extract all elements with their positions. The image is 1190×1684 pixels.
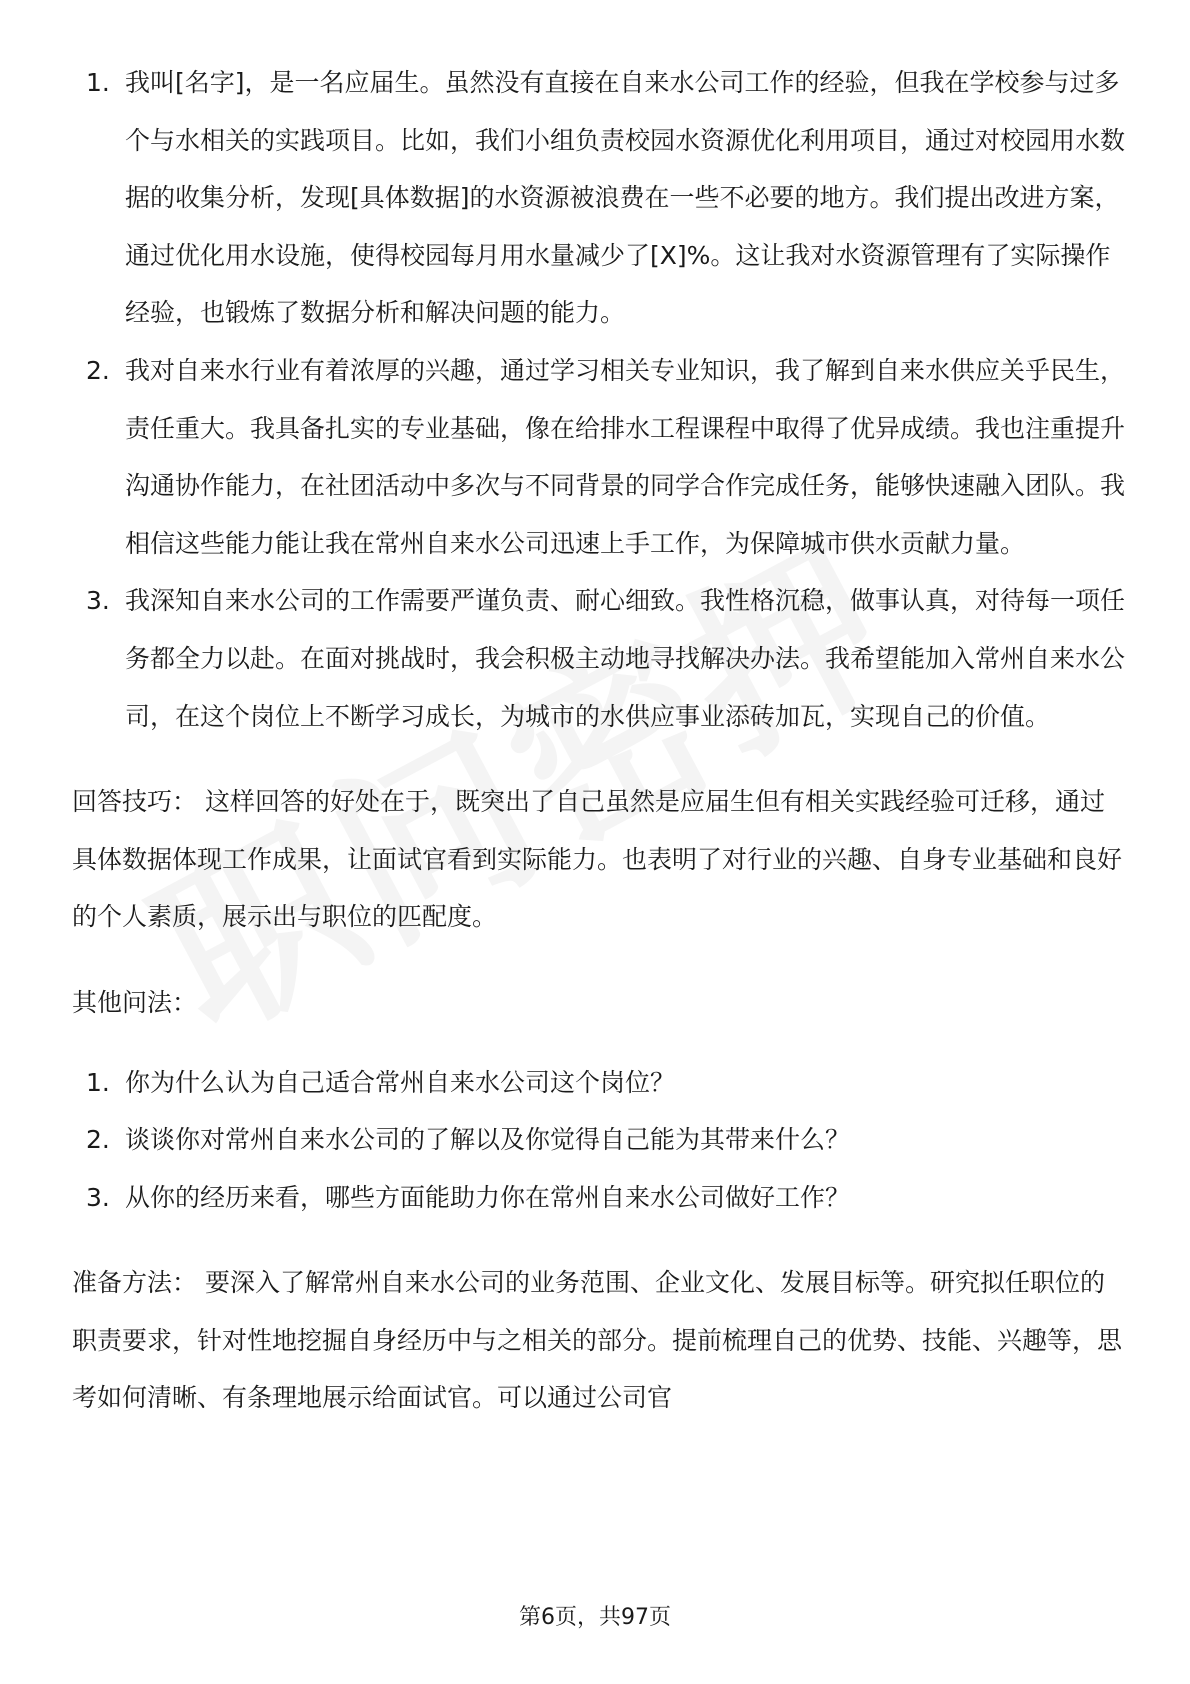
list-item: [72, 572, 1128, 745]
list-text: 我叫[名字]，是一名应届生。虽然没有直接在自来水公司工作的经验，但我在学校参与过多个与水相关的实践项目。比如，我们小组负责校园水资源优化利用项目，通过对校园用水数据的收集分析，发现[具体数据]的水资源被浪费在一些不必要的地方。我们提出改进方案，通过优化用水设施，使得校园每月用水量减少了[X]%。这让我对水资源管理有了实际操作经验，也锻炼了数据分析和解决问题的能力。: [125, 68, 1126, 328]
answer-tips: 回答技巧： 这样回答的好处在于，既突出了自己虽然是应届生但有相关实践经验可迁移，通过具体数据体现工作成果，让面试官看到实际能力。也表明了对行业的兴趣、自身专业基础和良好的个人素质，展示出与职位的匹配度。: [72, 787, 1123, 932]
list-text: 从你的经历来看，哪些方面能助力你在常州自来水公司做好工作？: [125, 1182, 851, 1212]
list-number: 3.: [86, 586, 110, 616]
list-number: 1.: [86, 1067, 110, 1097]
list-item: [72, 1054, 1128, 1112]
list-item: [72, 342, 1128, 572]
answer-list: [72, 54, 1128, 745]
preparation-method: 准备方法： 要深入了解常州自来水公司的业务范围、企业文化、发展目标等。研究拟任职位的职责要求，针对性地挖掘自身经历中与之相关的部分。提前梳理自己的优势、技能、兴趣等，思考如何清晰、有条理地展示给面试官。可以通过公司官: [72, 1268, 1123, 1413]
list-text: 谈谈你对常州自来水公司的了解以及你觉得自己能为其带来什么？: [125, 1125, 851, 1155]
list-text: 你为什么认为自己适合常州自来水公司这个岗位？: [125, 1067, 676, 1097]
list-item: [72, 1169, 1128, 1227]
page-footer: 第6页，共97页: [519, 1605, 671, 1630]
list-number: 1.: [86, 68, 110, 97]
document-body: [72, 54, 1128, 1427]
other-questions-heading: 其他问法：: [72, 987, 198, 1017]
list-number: 3.: [86, 1182, 110, 1212]
list-number: 2.: [86, 1125, 110, 1155]
list-number: 2.: [86, 355, 110, 385]
list-item: [72, 54, 1128, 342]
list-item: [72, 1111, 1128, 1169]
other-questions-list: [72, 1054, 1128, 1227]
list-text: 我对自来水行业有着浓厚的兴趣，通过学习相关专业知识，我了解到自来水供应关乎民生，责任重大。我具备扎实的专业基础，像在给排水工程课程中取得了优异成绩。我也注重提升沟通协作能力，在社团活动中多次与不同背景的同学合作完成任务，能够快速融入团队。我相信这些能力能让我在常州自来水公司迅速上手工作，为保障城市供水贡献力量。: [125, 355, 1126, 558]
list-text: 我深知自来水公司的工作需要严谨负责、耐心细致。我性格沉稳，做事认真，对待每一项任务都全力以赴。在面对挑战时，我会积极主动地寻找解决办法。我希望能加入常州自来水公司，在这个岗位上不断学习成长，为城市的水供应事业添砖加瓦，实现自己的价值。: [125, 586, 1126, 731]
